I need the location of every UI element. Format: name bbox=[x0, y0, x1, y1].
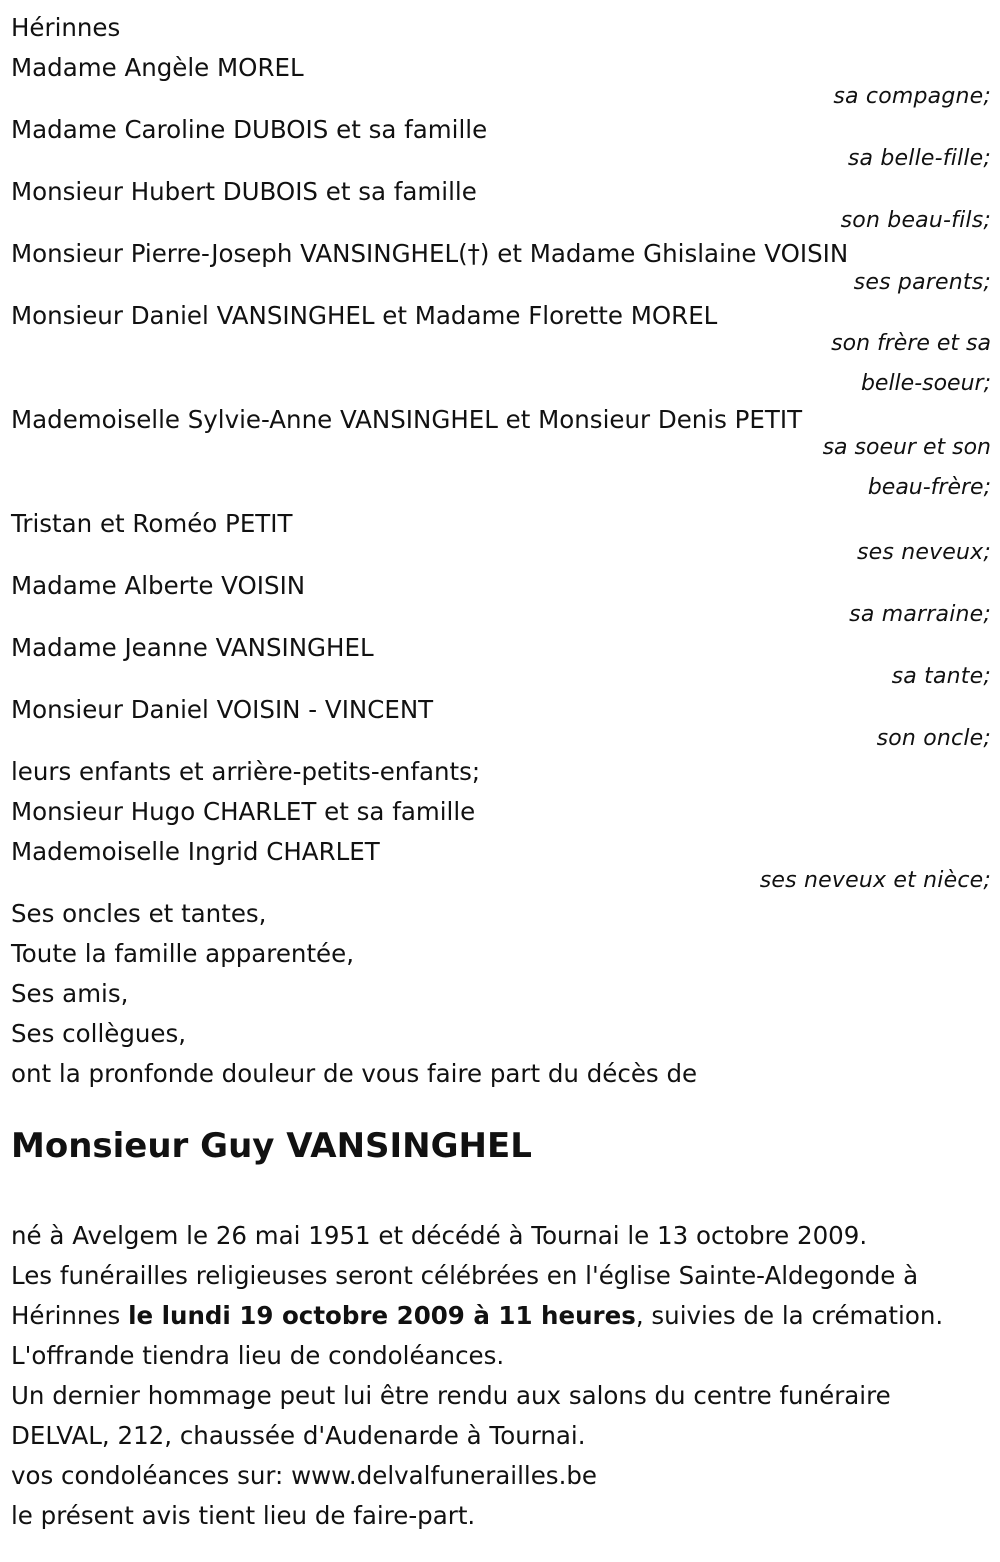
funeral-suffix: , suivies de la crémation. bbox=[635, 1301, 944, 1330]
offering: L'offrande tiendra lieu de condoléances. bbox=[11, 1341, 505, 1370]
cousins-role: ses neveux et nièce; bbox=[759, 868, 991, 893]
family-role: sa marraine; bbox=[849, 602, 991, 627]
family-role-line: sa soeur et son bbox=[822, 435, 991, 460]
family-entry bbox=[11, 400, 991, 508]
family-entry bbox=[11, 566, 991, 626]
family-name: Monsieur Hubert DUBOIS et sa famille bbox=[11, 177, 477, 206]
family-name: Mademoiselle Sylvie-Anne VANSINGHEL et Monsieur Denis PETIT bbox=[11, 405, 803, 434]
family-entry bbox=[11, 110, 991, 170]
family-entry bbox=[11, 504, 991, 564]
funeral-date: le lundi 19 octobre 2009 à 11 heures bbox=[128, 1301, 636, 1330]
family-role: sa tante; bbox=[891, 664, 991, 689]
tribute-line: Un dernier hommage peut lui être rendu aux salons du centre funéraire bbox=[11, 1381, 891, 1410]
funeral-place: Hérinnes bbox=[11, 1301, 129, 1330]
family-entry bbox=[11, 234, 991, 294]
cousins-line: Mademoiselle Ingrid CHARLET bbox=[11, 837, 380, 866]
notice: le présent avis tient lieu de faire-part. bbox=[11, 1501, 476, 1530]
cousins-line: Monsieur Hugo CHARLET et sa famille bbox=[11, 797, 476, 826]
birth-death: né à Avelgem le 26 mai 1951 et décédé à Tournai le 13 octobre 2009. bbox=[11, 1221, 868, 1250]
deceased-name: Monsieur Guy VANSINGHEL bbox=[11, 1126, 532, 1166]
family-entry bbox=[11, 628, 991, 688]
others-colleagues: Ses collègues, bbox=[11, 1019, 187, 1048]
family-role: ses parents; bbox=[853, 270, 991, 295]
tribute-line: DELVAL, 212, chaussée d'Audenarde à Tournai. bbox=[11, 1421, 586, 1450]
funeral-line: Les funérailles religieuses seront célébrées en l'église Sainte-Aldegonde à bbox=[11, 1261, 919, 1290]
family-role-line: son frère et sa bbox=[831, 331, 991, 356]
family-role: son oncle; bbox=[876, 726, 991, 751]
family-name: Monsieur Pierre-Joseph VANSINGHEL(†) et Madame Ghislaine VOISIN bbox=[11, 239, 849, 268]
family-role: sa compagne; bbox=[833, 84, 991, 109]
family-entry bbox=[11, 48, 991, 108]
location: Hérinnes bbox=[11, 13, 121, 42]
family-role bbox=[11, 324, 991, 404]
family-role bbox=[11, 428, 991, 508]
cousins-entry bbox=[11, 752, 991, 892]
others-uncles: Ses oncles et tantes, bbox=[11, 899, 267, 928]
family-role: sa belle-fille; bbox=[847, 146, 991, 171]
family-role-line: belle-soeur; bbox=[860, 371, 991, 396]
family-role: son beau-fils; bbox=[840, 208, 991, 233]
condolences-link: vos condoléances sur: www.delvalfunerailles.be bbox=[11, 1461, 597, 1490]
family-role: ses neveux; bbox=[856, 540, 991, 565]
family-entry bbox=[11, 296, 991, 404]
announcement: ont la pronfonde douleur de vous faire part du décès de bbox=[11, 1059, 698, 1088]
family-name: Madame Alberte VOISIN bbox=[11, 571, 306, 600]
others-family: Toute la famille apparentée, bbox=[11, 939, 354, 968]
cousins-line: leurs enfants et arrière-petits-enfants; bbox=[11, 757, 481, 786]
funeral-line bbox=[11, 1296, 991, 1336]
family-name: Tristan et Roméo PETIT bbox=[11, 509, 293, 538]
others-friends: Ses amis, bbox=[11, 979, 129, 1008]
family-name: Madame Jeanne VANSINGHEL bbox=[11, 633, 374, 662]
family-entry bbox=[11, 172, 991, 232]
family-entry bbox=[11, 690, 991, 750]
family-name: Monsieur Daniel VOISIN - VINCENT bbox=[11, 695, 434, 724]
family-name: Madame Angèle MOREL bbox=[11, 53, 304, 82]
family-role-line: beau-frère; bbox=[867, 475, 991, 500]
details bbox=[11, 1216, 991, 1536]
obituary-page bbox=[11, 8, 991, 1536]
family-name: Madame Caroline DUBOIS et sa famille bbox=[11, 115, 488, 144]
family-name: Monsieur Daniel VANSINGHEL et Madame Florette MOREL bbox=[11, 301, 718, 330]
